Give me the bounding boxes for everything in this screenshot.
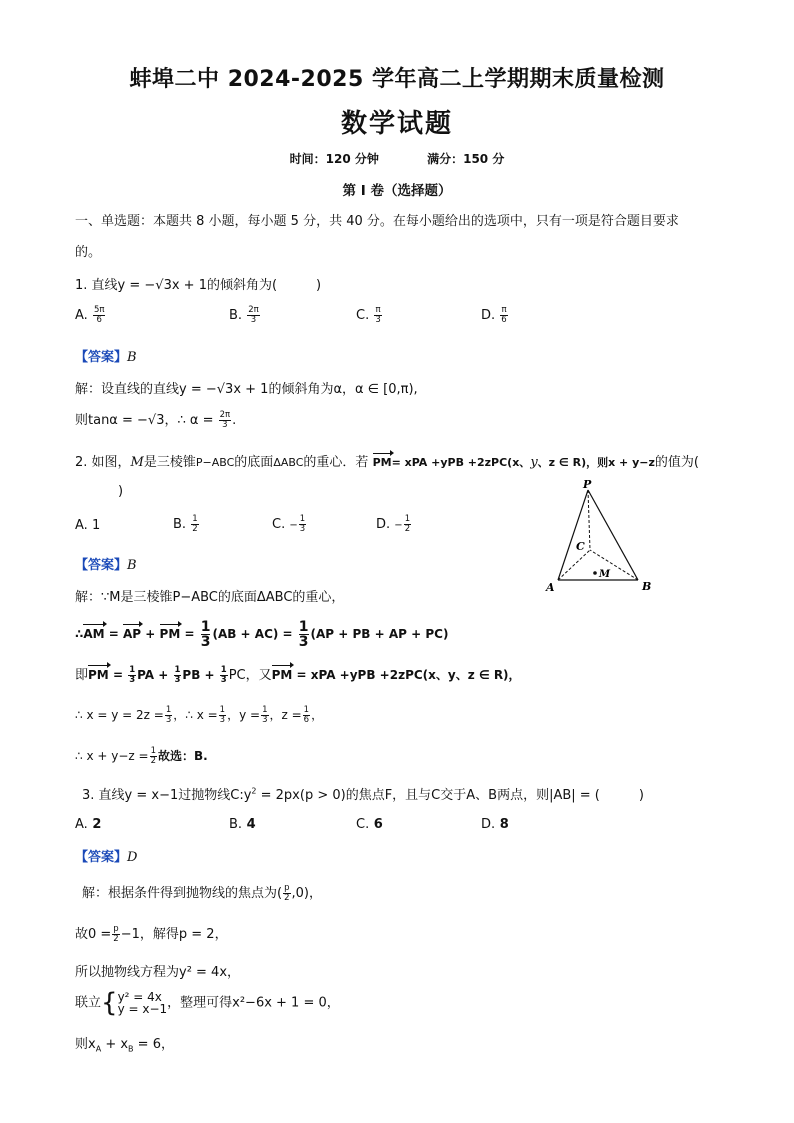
q1-option-b-frac [247,306,260,325]
q2-sol4-frac-3 [261,706,268,725]
q2-sol3-frac-2 [174,666,182,685]
q1-sol1-b: y = −√3x + 1 [179,382,269,397]
q2-sol4-frac-1 [165,706,172,725]
q2-sol3-frac-1-den: 3 [129,675,136,685]
q2-sol3-frac-1 [128,666,136,685]
q3-sol1-frac [283,884,290,903]
q1-option-c-den: 3 [375,315,381,325]
q3-sol1-den: 2 [284,893,290,903]
q2-sol2-am: AM [83,627,105,641]
q3-option-c-text: 6 [373,817,383,832]
q2-sol2-pm: PM [159,627,181,641]
q1-option-c [356,306,383,325]
q2-option-d-neg: − [394,520,403,531]
q2-option-c-den: 3 [299,524,306,534]
q2-sol2-paren1: (AB + AC) [212,627,279,641]
q2-option-a-label: A. [75,518,88,533]
q3-solution-3: 所以抛物线方程为y² = 4x， [75,965,241,980]
q2-solution-3 [75,664,521,685]
q1-answer-value: B [127,350,137,365]
q3-solution-1 [82,882,322,903]
q2-solution-1: 解：∵M是三棱锥P−ABC的底面ΔABC的重心， [75,590,345,605]
q2-sol4-e: ， [311,708,324,722]
q1-solution-1 [75,378,418,397]
q2-stem-f: 的重心．若 [303,455,369,470]
q3-sol1-c: ,0)， [291,886,322,901]
q1-option-d [481,306,509,325]
q2-option-a [75,518,100,533]
q2-sol4-b: ，∴ x = [173,708,218,722]
q2-stem-y: y [530,455,538,470]
q2-stem-h: 、z ∈ R)，则 [537,456,609,469]
q1-sol2-end: . [232,413,237,428]
q1-option-a-num: 5π [93,305,105,315]
q2-sol3-frac-3-num: 1 [220,665,227,675]
q2-sol3-frac-1-num: 1 [129,665,136,675]
q2-option-c-label: C. [272,517,286,532]
q2-stem-b: 是三棱锥 [143,455,196,470]
q2-option-b-frac [191,515,198,534]
q3-option-c-label: C. [356,817,370,832]
q2-answer-value: B [127,558,137,573]
q2-sol2-ap: AP [123,627,142,641]
q2-sol4-frac-3-den: 3 [262,715,268,725]
q1-sol2-frac [219,411,232,430]
q3-option-a-text: 2 [92,817,102,832]
label-p: P [583,480,592,491]
q3-sol5-plus: + x [101,1037,129,1052]
q3-sol2-b: −1，解得p = 2， [120,927,228,942]
q2-stem [75,451,699,470]
q3-solution-2 [75,923,228,944]
q2-sol5-a: ∴ x + y−z = [75,749,149,763]
q3-sol1-a: 解：根据条件得到抛物线的焦点为 [82,886,278,901]
q3-solution-5 [75,1033,174,1054]
q2-option-b-den: 2 [192,524,198,534]
q2-option-d [376,515,412,534]
q3-sol4-system [118,991,168,1015]
q1-option-a-den: 6 [96,315,102,325]
q2-vec-pm: PM [372,456,392,469]
q2-stem-i: x + y−z [608,456,655,469]
q3-sol5-a: 则x [75,1037,96,1052]
q1-answer-tag: 【答案】 [75,350,128,365]
q3-option-d-label: D. [481,817,496,832]
label-b: B [642,580,652,593]
q3-sol2-num: p [113,924,119,934]
q1-option-c-num: π [375,305,381,315]
q2-sol5-frac-den: 2 [150,756,156,766]
q2-answer [75,554,137,573]
q2-sol3-pb: PB + [182,668,219,682]
q3-option-d-text: 8 [499,817,509,832]
q2-answer-tag: 【答案】 [75,558,128,573]
q2-option-c-frac [299,515,306,534]
q1-answer [75,346,137,365]
q1-option-a [75,306,106,325]
q2-option-d-frac [404,515,411,534]
q3-sol5-sub-a: A [95,1044,102,1054]
q2-sol4-frac-3-num: 1 [262,705,268,715]
instructions-line-1: 一、单选题：本题共 8 小题，每小题 5 分，共 40 分。在每小题给出的选项中，只有一项是符合题目要求 [75,214,679,229]
q2-sol4-a: ∴ x = y = 2z = [75,708,164,722]
q1-sol2-a: 则tanα = −√3，∴ α = [75,413,214,428]
q1-solution-2 [75,409,236,430]
q2-solution-4 [75,706,323,725]
brace-icon: { [101,988,118,1018]
q3-answer-value: D [127,850,138,865]
q1-sol2-den: 3 [222,420,228,430]
q1-option-b-num: 2π [248,305,259,315]
q2-sol2-a: ∴ [75,627,84,641]
q2-option-d-label: D. [376,517,391,532]
label-a: A [546,581,555,594]
q2-sol4-d: ，z = [269,708,302,722]
q2-stem-c: P−ABC [195,456,235,469]
q2-sol2-eq1: = [104,627,124,641]
edge-pc [588,490,590,550]
q2-sol2-frac-1 [201,620,211,649]
q3-sol5-sub-b: B [128,1044,134,1054]
q2-sol3-pm-2: PM [271,668,293,682]
q2-sol4-frac-4 [303,706,310,725]
q2-sol2-frac-2-den: 3 [298,634,309,650]
q2-solution-2 [75,620,448,649]
q1-stem-b: y = −√3x + 1 [117,278,207,293]
q2-sol4-frac-4-den: 6 [303,715,310,725]
page-title: 蚌埠二中 2024-2025 学年高二上学期期末质量检测 [129,67,665,92]
q2-sol3-eq: = [108,668,128,682]
q2-option-c-num: 1 [299,514,306,524]
label-c: C [576,540,585,553]
q3-sol2-den: 2 [113,934,119,944]
q3-option-a-label: A. [75,817,88,832]
q3-sol5-end: = 6， [133,1037,174,1052]
q3-sol2-frac [112,925,119,944]
q2-sol2-frac-1-den: 3 [200,634,211,650]
q2-option-d-den: 2 [404,524,411,534]
q1-option-b-label: B. [229,308,243,323]
q3-stem [82,784,644,803]
q2-sol2-paren2: (AP + PB + AP + PC) [310,627,449,641]
q2-sol3-frac-3-den: 3 [220,675,227,685]
q2-sol3-frac-2-num: 1 [174,665,181,675]
q2-sol2-frac-2 [299,620,309,649]
q2-sol4-frac-2-num: 1 [219,705,226,715]
q1-sol1-c: 的倾斜角为α，α ∈ [0,π), [268,382,418,397]
q2-stem-close: ) [118,484,124,499]
q2-stem-g: = xPA +yPB +2zPC(x、 [391,456,531,469]
q2-sol2-frac-1-num: 1 [200,619,211,635]
q2-sol4-frac-1-num: 1 [165,705,172,715]
q1-stem [75,274,321,293]
q3-solution-4 [75,990,340,1016]
q1-stem-c: 的倾斜角为( ) [206,278,322,293]
q2-option-d-num: 1 [404,514,411,524]
q3-stem-b: = 2px(p > 0)的焦点F，且与C交于A、B两点，则|AB| = ( ) [256,788,644,803]
q3-sol1-num: p [284,883,290,893]
q2-solution-5 [75,747,208,766]
q2-sol5-b: 故选：B. [157,749,208,763]
q2-sol3-frac-2-den: 3 [174,675,181,685]
q2-stem-j: 的值为( [654,455,699,470]
q2-sol4-frac-2-den: 3 [219,715,226,725]
q2-stem-a: 2. 如图， [75,455,131,470]
q3-sol1-b: ( [277,886,283,901]
q2-option-b [173,515,200,534]
q2-option-c [272,515,307,534]
q1-option-d-frac [500,306,507,325]
q3-option-b-label: B. [229,817,243,832]
q2-sol3-a: 即 [75,668,89,683]
exam-time: 时间：120 分钟 [289,152,379,166]
q1-option-d-num: π [501,305,507,315]
q2-sol3-h: = xPA +yPB +2zPC(x、y、z ∈ R)， [292,668,521,682]
q1-stem-a: 1. 直线 [75,278,118,293]
tetrahedron-figure [540,480,660,600]
instructions-line-2: 的。 [75,245,102,260]
centroid-point [593,571,597,575]
q1-option-d-den: 6 [501,315,507,325]
q1-sol1-a: 解：设直线的直线 [75,382,180,397]
q2-sol3-frac-3 [220,666,228,685]
q2-sol4-frac-4-num: 1 [303,705,310,715]
q3-sol4-a: 联立 [75,995,102,1011]
q1-option-a-frac [93,306,106,325]
q2-option-c-neg: − [289,520,298,531]
q1-option-d-label: D. [481,308,496,323]
q3-stem-sup: 2 [251,786,257,796]
exam-score: 满分：150 分 [427,152,505,166]
q2-sol5-frac-num: 1 [150,746,156,756]
q2-sol3-pc: PC，又 [228,668,272,683]
q3-option-b [229,817,256,832]
section-heading: 第 I 卷（选择题） [342,183,452,199]
q1-option-c-label: C. [356,308,370,323]
q3-stem-a: 3. 直线y = x−1过抛物线C:y [82,788,252,803]
q3-answer-tag: 【答案】 [75,850,128,865]
q2-sol5-frac [150,747,157,766]
q3-sol4-top: y² = 4x [117,990,162,1004]
q1-option-a-label: A. [75,308,88,323]
q2-sol2-frac-2-num: 1 [298,619,309,635]
q2-sol2-eq3: = [278,627,297,641]
q2-stem-d: 的底面 [234,455,274,470]
q2-stem-e: ΔABC [273,456,304,469]
q2-sol2-eq2: = [180,627,199,641]
q3-answer [75,846,137,865]
q2-sol3-pa: PA + [137,668,173,682]
edge-pb [588,490,638,580]
q2-sol4-frac-2 [219,706,226,725]
q2-sol4-c: ，y = [227,708,261,722]
q2-sol2-plus: + [141,627,160,641]
q2-option-b-num: 1 [192,514,198,524]
q3-option-c [356,817,383,832]
page-subtitle: 数学试题 [340,109,453,139]
q2-option-b-label: B. [173,517,187,532]
q3-option-d [481,817,509,832]
q1-option-c-frac [374,306,381,325]
q2-sol3-pm: PM [88,668,109,682]
q3-sol4-bot: y = x−1 [117,1002,168,1016]
q3-sol2-a: 故0 = [75,927,112,942]
q3-option-b-text: 4 [246,817,256,832]
edge-bc [590,550,638,580]
label-m: M [599,569,611,580]
q2-sol4-frac-1-den: 3 [165,715,172,725]
q2-stem-M: M [130,455,144,470]
q1-option-b-den: 3 [250,315,257,325]
q1-sol2-num: 2π [219,410,231,420]
q1-option-b [229,306,261,325]
exam-meta [0,150,794,167]
q3-option-a [75,817,101,832]
q2-option-a-text: 1 [91,518,101,533]
q3-sol4-b: ，整理可得x²−6x + 1 = 0， [167,995,340,1011]
